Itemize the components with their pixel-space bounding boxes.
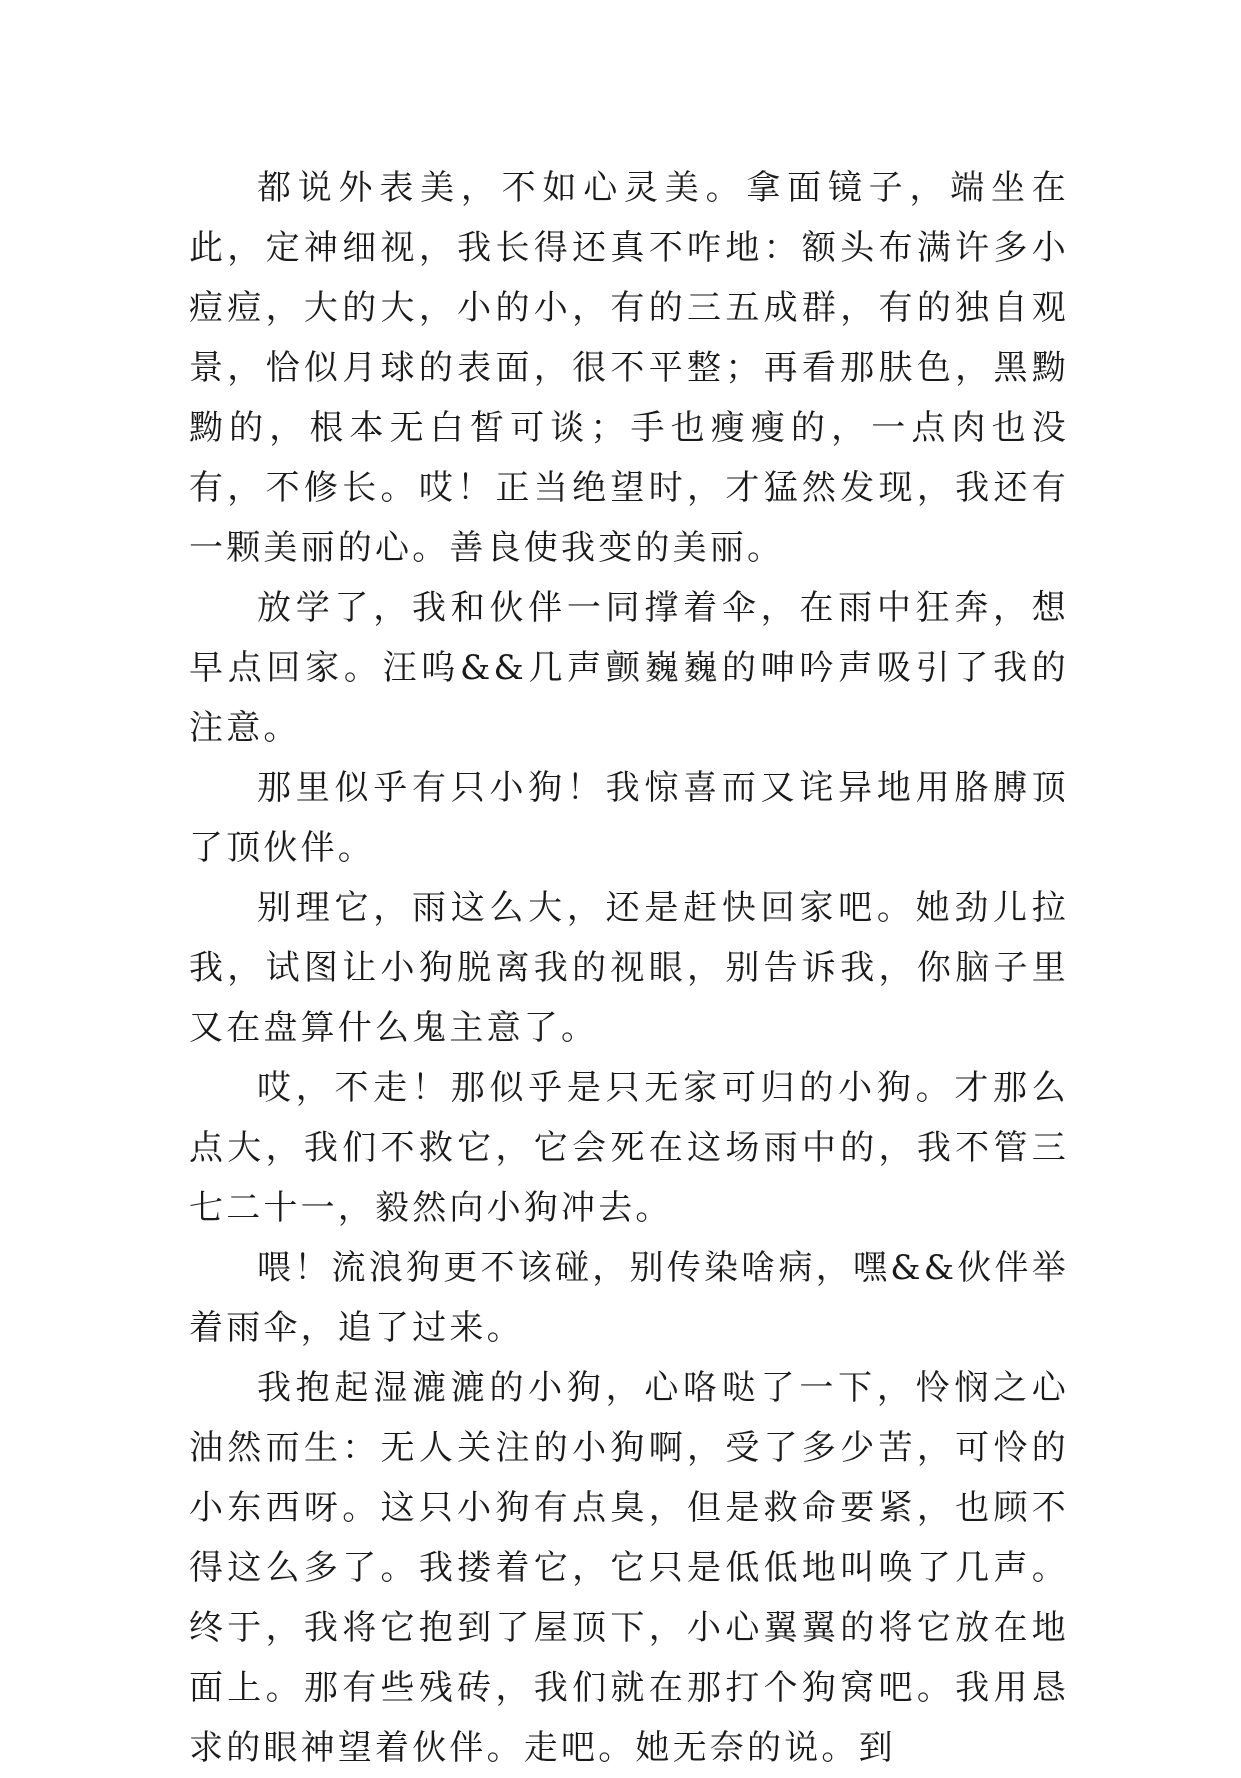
paragraph: 放学了，我和伙伴一同撑着伞，在雨中狂奔，想早点回家。汪呜&&几声颤巍巍的呻吟声吸引了我的注意。 bbox=[189, 588, 1069, 748]
document-body bbox=[189, 158, 1069, 1778]
paragraph: 喂！流浪狗更不该碰，别传染啥病，嘿&&伙伴举着雨伞，追了过来。 bbox=[189, 1248, 1069, 1348]
paragraph: 都说外表美，不如心灵美。拿面镜子，端坐在此，定神细视，我长得还真不咋地：额头布满许多小痘痘，大的大，小的小，有的三五成群，有的独自观景，恰似月球的表面，很不平整；再看那肤色，黑黝黝的，根本无白皙可谈；手也瘦瘦的，一点肉也没有，不修长。哎！正当绝望时，才猛然发现，我还有一颗美丽的心。善良使我变的美丽。 bbox=[189, 168, 1069, 568]
paragraph: 那里似乎有只小狗！我惊喜而又诧异地用胳膊顶了顶伙伴。 bbox=[189, 768, 1069, 868]
paragraph: 别理它，雨这么大，还是赶快回家吧。她劲儿拉我，试图让小狗脱离我的视眼，别告诉我，你脑子里又在盘算什么鬼主意了。 bbox=[189, 888, 1069, 1048]
paragraph: 我抱起湿漉漉的小狗，心咯哒了一下，怜悯之心油然而生：无人关注的小狗啊，受了多少苦，可怜的小东西呀。这只小狗有点臭，但是救命要紧，也顾不得这么多了。我搂着它，它只是低低地叫唤了几声。终于，我将它抱到了屋顶下，小心翼翼的将它放在地面上。那有些残砖，我们就在那打个狗窝吧。我用恳求的眼神望着伙伴。走吧。她无奈的说。到 bbox=[189, 1368, 1069, 1768]
paragraph: 哎，不走！那似乎是只无家可归的小狗。才那么点大，我们不救它，它会死在这场雨中的，我不管三七二十一，毅然向小狗冲去。 bbox=[189, 1068, 1069, 1228]
